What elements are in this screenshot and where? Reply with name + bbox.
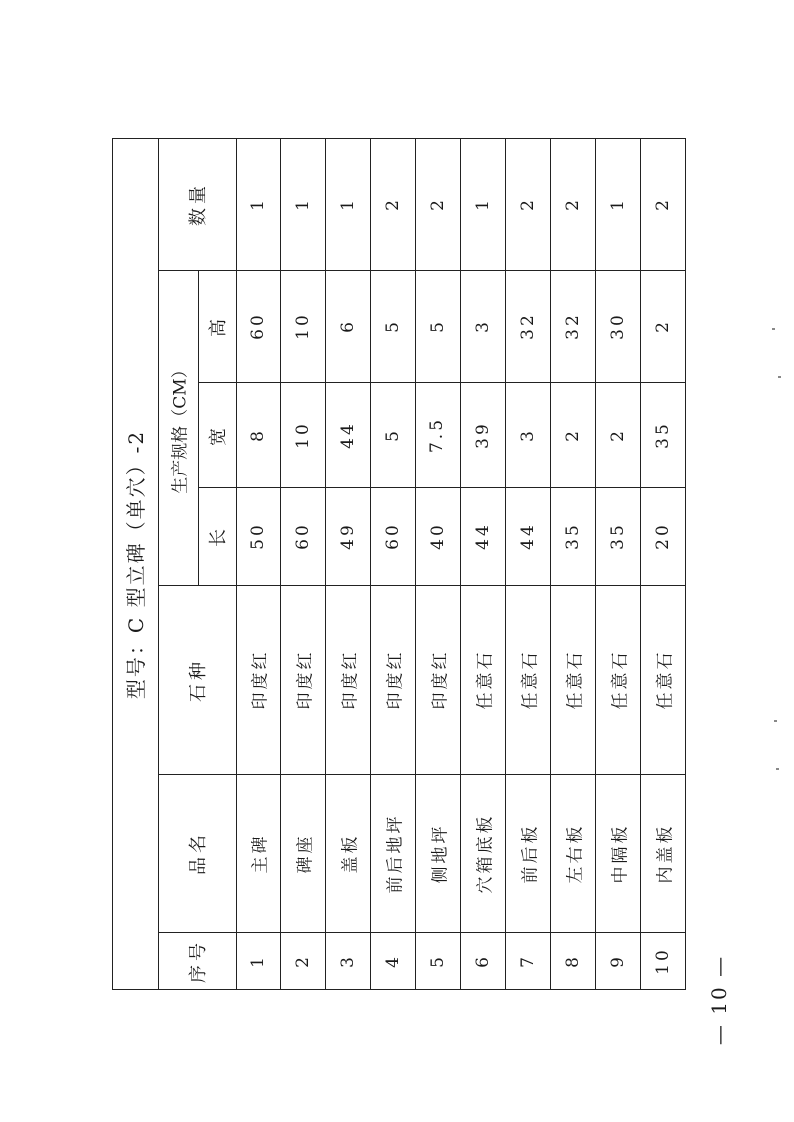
row-1-index [236, 932, 280, 990]
row-3-stone [325, 585, 370, 774]
row-8-width-text: 2 [562, 427, 583, 442]
header-width [198, 382, 236, 487]
row-9-height [595, 270, 640, 382]
row-5-name-text: 侧地坪 [430, 823, 450, 883]
header-stone-text: 石种 [188, 657, 209, 702]
row-9-name [595, 774, 640, 932]
row-10-width [640, 382, 686, 487]
header-stone [158, 585, 236, 774]
row-6-stone-text: 任意石 [475, 649, 495, 710]
row-9-stone [595, 585, 640, 774]
row-2-qty [280, 138, 325, 270]
row-3-length [325, 487, 370, 585]
row-1-stone [236, 585, 280, 774]
row-7-length [505, 487, 550, 585]
row-7-height [505, 270, 550, 382]
row-5-qty-text: 2 [427, 197, 448, 211]
row-1-name-text: 主碑 [250, 833, 271, 873]
row-4-stone-text: 印度红 [385, 649, 405, 710]
row-9-height-text: 30 [607, 312, 628, 340]
header-qty [158, 138, 236, 270]
row-5-name [415, 774, 460, 932]
row-10-width-text: 35 [652, 420, 673, 449]
row-6-width-text: 39 [472, 420, 493, 449]
row-8-stone [550, 585, 595, 774]
row-5-height [415, 270, 460, 382]
header-index [158, 932, 236, 990]
header-name-text: 品名 [188, 831, 209, 875]
row-1-height-text: 60 [247, 312, 268, 340]
row-4-width-text: 5 [382, 427, 403, 442]
row-3-width-text: 44 [337, 420, 358, 449]
row-4-height-text: 5 [382, 319, 403, 333]
row-8-height-text: 32 [562, 312, 583, 340]
row-3-height-text: 6 [337, 319, 358, 333]
row-9-index [595, 932, 640, 990]
row-8-name [550, 774, 595, 932]
row-1-width [236, 382, 280, 487]
row-10-length-text: 20 [652, 522, 673, 550]
row-4-index [370, 932, 415, 990]
row-6-height-text: 3 [472, 319, 493, 333]
header-index-text: 序号 [188, 939, 209, 983]
row-10-name-text: 内盖板 [655, 823, 676, 883]
row-10-qty-text: 2 [652, 197, 673, 211]
row-8-qty [550, 138, 595, 270]
row-6-width [460, 382, 505, 487]
row-3-name [325, 774, 370, 932]
row-1-name [236, 774, 280, 932]
row-7-index [505, 932, 550, 990]
row-3-qty-text: 1 [337, 197, 358, 211]
scan-speck [776, 768, 779, 770]
row-7-qty [505, 138, 550, 270]
row-2-name-text: 碑座 [295, 833, 315, 873]
row-6-name-text: 穴箱底板 [475, 813, 495, 893]
row-10-qty [640, 138, 686, 270]
scan-speck [774, 720, 777, 722]
row-9-stone-text: 任意石 [610, 649, 630, 710]
row-6-index-text: 6 [472, 954, 493, 968]
row-9-index-text: 9 [607, 954, 628, 968]
row-4-length [370, 487, 415, 585]
row-4-name-text: 前后地坪 [385, 813, 405, 893]
row-10-stone-text: 任意石 [655, 649, 676, 710]
row-6-stone [460, 585, 505, 774]
row-4-stone [370, 585, 415, 774]
row-5-height-text: 5 [427, 319, 448, 333]
row-7-name [505, 774, 550, 932]
row-8-name-text: 左右板 [565, 823, 585, 883]
row-2-length-text: 60 [292, 522, 313, 550]
row-1-qty-text: 1 [247, 197, 268, 211]
row-2-index-text: 2 [292, 954, 313, 968]
row-10-index [640, 932, 686, 990]
row-7-name-text: 前后板 [520, 823, 540, 883]
row-10-name [640, 774, 686, 932]
row-8-height [550, 270, 595, 382]
row-1-qty [236, 138, 280, 270]
row-9-width-text: 2 [607, 427, 628, 442]
row-1-height [236, 270, 280, 382]
header-length-text: 长 [208, 525, 229, 547]
row-4-qty-text: 2 [382, 197, 403, 211]
row-3-stone-text: 印度红 [340, 649, 360, 710]
row-2-index [280, 932, 325, 990]
row-4-qty [370, 138, 415, 270]
row-9-length-text: 35 [607, 522, 628, 550]
row-6-qty-text: 1 [472, 197, 493, 211]
row-4-width [370, 382, 415, 487]
row-5-length [415, 487, 460, 585]
row-1-width-text: 8 [247, 427, 268, 442]
row-4-length-text: 60 [382, 522, 403, 550]
row-7-stone-text: 任意石 [520, 649, 540, 710]
row-3-height [325, 270, 370, 382]
row-9-length [595, 487, 640, 585]
row-8-length [550, 487, 595, 585]
row-8-width [550, 382, 595, 487]
row-4-name [370, 774, 415, 932]
row-3-width [325, 382, 370, 487]
header-width-text: 宽 [208, 423, 229, 446]
row-6-index [460, 932, 505, 990]
row-6-length-text: 44 [472, 522, 493, 550]
row-5-length-text: 40 [427, 522, 448, 550]
row-1-length-text: 50 [247, 522, 268, 550]
row-5-qty [415, 138, 460, 270]
row-10-height [640, 270, 686, 382]
row-9-qty-text: 1 [607, 197, 628, 211]
row-2-length [280, 487, 325, 585]
header-name [158, 774, 236, 932]
header-spec-text: 生产规格（CM） [170, 361, 191, 494]
row-7-index-text: 7 [517, 954, 538, 968]
row-8-stone-text: 任意石 [565, 649, 585, 710]
row-6-qty [460, 138, 505, 270]
row-1-stone-text: 印度红 [250, 649, 271, 710]
row-2-stone-text: 印度红 [295, 649, 315, 710]
row-10-height-text: 2 [652, 319, 673, 333]
row-9-width [595, 382, 640, 487]
row-10-index-text: 10 [652, 947, 673, 975]
row-10-stone [640, 585, 686, 774]
row-9-name-text: 中隔板 [610, 823, 630, 883]
row-1-index-text: 1 [247, 954, 268, 968]
row-5-stone [415, 585, 460, 774]
row-2-stone [280, 585, 325, 774]
header-spec [158, 270, 198, 585]
row-1-length [236, 487, 280, 585]
row-2-width [280, 382, 325, 487]
row-7-qty-text: 2 [517, 197, 538, 211]
row-4-height [370, 270, 415, 382]
row-2-name [280, 774, 325, 932]
row-8-index-text: 8 [562, 954, 583, 968]
row-7-height-text: 32 [517, 312, 538, 340]
row-5-stone-text: 印度红 [430, 649, 450, 710]
row-3-length-text: 49 [337, 522, 358, 550]
header-qty-text: 数量 [188, 182, 209, 226]
header-height-text: 高 [208, 315, 229, 337]
header-height [198, 270, 236, 382]
row-5-width [415, 382, 460, 487]
row-6-name [460, 774, 505, 932]
row-8-qty-text: 2 [562, 197, 583, 211]
row-5-index [415, 932, 460, 990]
row-7-width-text: 3 [517, 427, 538, 442]
table-title-text: 型号：C 型立碑（单穴）-2 [124, 429, 149, 699]
row-7-stone [505, 585, 550, 774]
row-8-index [550, 932, 595, 990]
row-2-qty-text: 1 [292, 197, 313, 211]
row-6-height [460, 270, 505, 382]
row-3-index [325, 932, 370, 990]
row-3-qty [325, 138, 370, 270]
row-6-length [460, 487, 505, 585]
row-2-height [280, 270, 325, 382]
scan-speck [772, 328, 775, 330]
header-length [198, 487, 236, 585]
row-5-width-text: 7.5 [427, 416, 448, 453]
table-title [112, 138, 158, 990]
row-2-width-text: 10 [292, 420, 313, 449]
row-4-index-text: 4 [382, 954, 403, 968]
row-5-index-text: 5 [427, 954, 448, 968]
page-number: — 10 — [707, 954, 732, 1046]
row-3-name-text: 盖板 [340, 833, 360, 873]
scan-speck [778, 376, 781, 378]
row-7-length-text: 44 [517, 522, 538, 550]
row-2-height-text: 10 [292, 312, 313, 340]
row-8-length-text: 35 [562, 522, 583, 550]
row-3-index-text: 3 [337, 954, 358, 968]
row-10-length [640, 487, 686, 585]
row-9-qty [595, 138, 640, 270]
row-7-width [505, 382, 550, 487]
